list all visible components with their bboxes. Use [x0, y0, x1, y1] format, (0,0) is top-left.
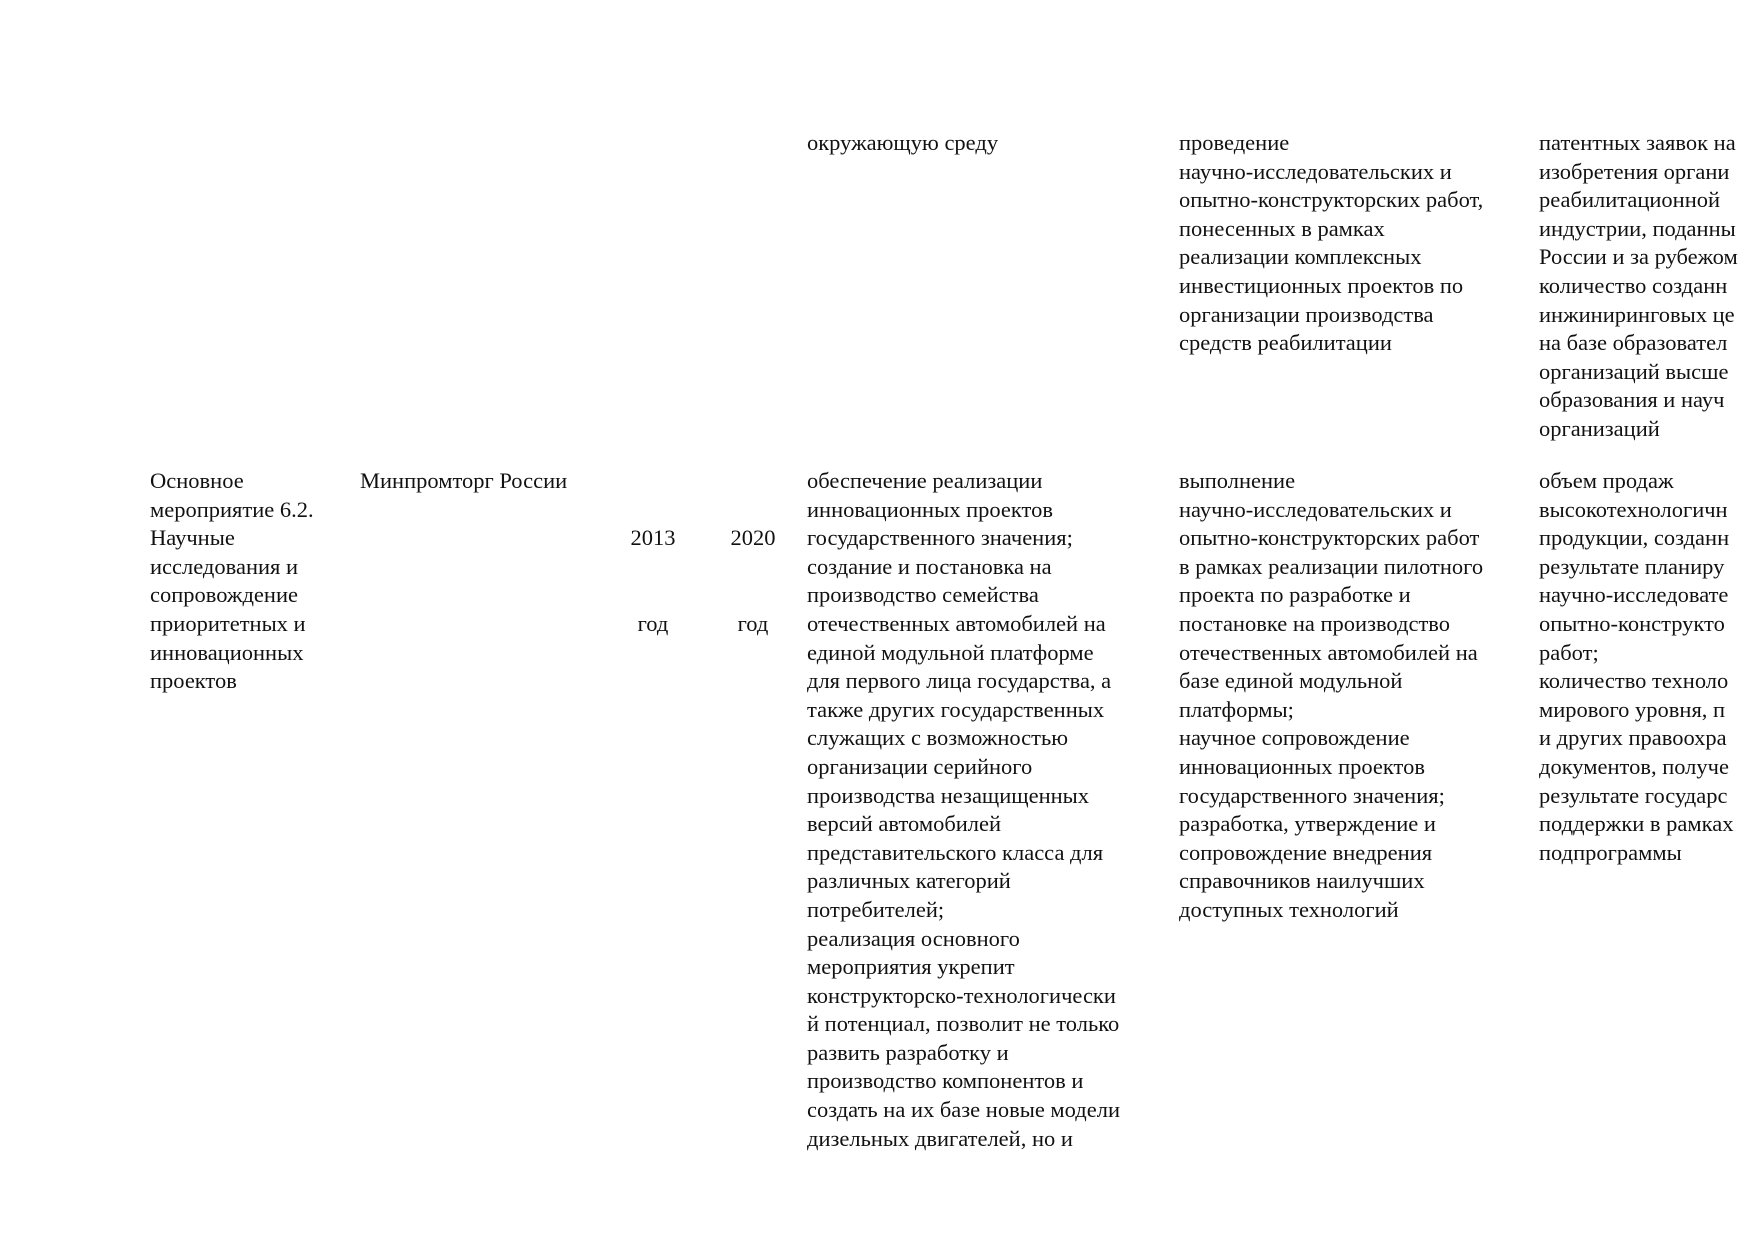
- measure-name-cell: Основное мероприятие 6.2. Научные исследования и сопровождение приоритетных и инновационных проектов: [150, 468, 314, 694]
- start-year-unit: год: [637, 610, 669, 636]
- continuation-indicators-cell: патентных заявок на изобретения органи реабилитационной индустрии, поданны России и за рубежом количество созданн инжиниринговых це на базе образовател организаций высше образования и науч организаций: [1539, 130, 1738, 441]
- start-year-cell: [617, 467, 689, 667]
- expected-effects-cell: обеспечение реализации инновационных проектов государственного значения; создание и постановка на производство семейства отечественных автомобилей на единой модульной платформе для первого лица государства, а также других государственных служащих с возможностью организации серийного производства незащищенных версий автомобилей представительского класса для различных категорий потребителей; реализация основного мероприятия укрепит конструкторско-технологически й потенциал, позволит не только развить разработку и производство компонентов и создать на их базе новые модели дизельных двигателей, но и: [807, 468, 1120, 1151]
- end-year-value: 2020: [730, 525, 776, 551]
- main-directions-cell: выполнение научно-исследовательских и опытно-конструкторских работ в рамках реализации пилотного проекта по разработке и постановке на производство отечественных автомобилей на базе единой модульной платформы; научное сопровождение инновационных проектов государственного значения; разработка, утверждение и сопровождение внедрения справочников наилучших доступных технологий: [1179, 468, 1484, 922]
- end-year-cell: [717, 467, 789, 667]
- end-year-unit: год: [737, 610, 769, 636]
- continuation-directions-cell: проведение научно-исследовательских и опытно-конструкторских работ, понесенных в рамках реализации комплексных инвестиционных проектов по организации производства средств реабилитации: [1179, 130, 1484, 356]
- executor-cell: Минпромторг России: [360, 468, 568, 493]
- start-year-value: 2013: [630, 525, 676, 551]
- indicators-cell: объем продаж высокотехнологичн продукции, созданн результате планиру научно-исследовате опытно-конструкто работ; количество техноло мирового уровня, п и других правоохра документов, получе результате государс поддержки в рамках подпрограммы: [1539, 468, 1734, 865]
- continuation-effects-cell: окружающую среду: [807, 130, 999, 155]
